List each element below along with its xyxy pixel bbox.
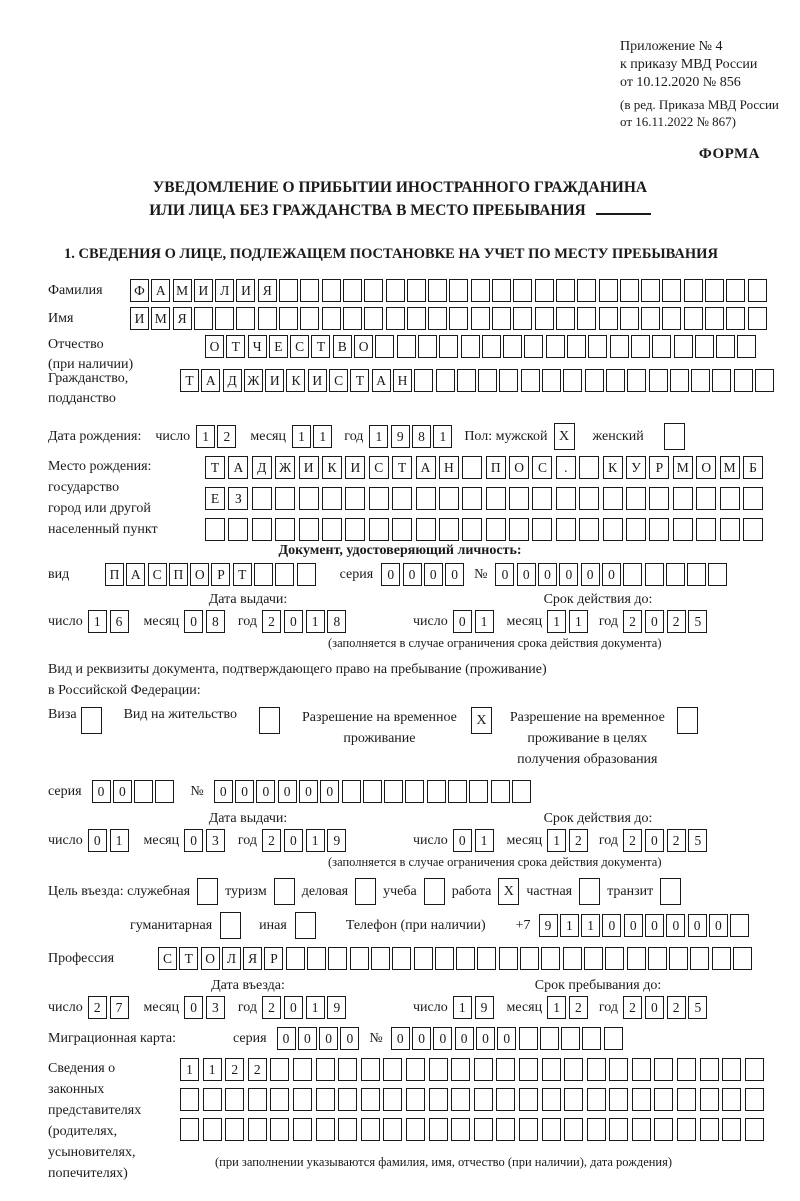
residence-permit-label: Вид на жительство bbox=[123, 707, 237, 722]
entry-year-boxes[interactable]: 2 0 1 9 bbox=[262, 996, 346, 1019]
rvp-edu-label: Разрешение на временное проживание в целях получения образования bbox=[509, 710, 665, 767]
doc-issue-month-label: месяц bbox=[143, 613, 180, 629]
stay-until-year-label: год bbox=[598, 999, 619, 1015]
rvp-checkbox[interactable]: X bbox=[471, 707, 492, 734]
purpose-other-checkbox[interactable] bbox=[295, 912, 316, 939]
stay-dates-block bbox=[48, 811, 800, 870]
profession-row bbox=[48, 947, 800, 970]
doc-series-boxes[interactable]: 0 0 0 0 bbox=[381, 563, 464, 586]
stay-valid-day-boxes[interactable]: 0 1 bbox=[453, 829, 494, 852]
doc-kind-label: вид bbox=[48, 566, 70, 582]
migration-card-row bbox=[48, 1027, 800, 1050]
patronymic-boxes[interactable]: О Т Ч Е С Т В О bbox=[205, 335, 756, 358]
doc-issue-label: Дата выдачи: bbox=[208, 592, 288, 607]
humanitarian-label: гуманитарная bbox=[130, 917, 213, 933]
visa-checkbox[interactable] bbox=[81, 707, 102, 734]
doc-issue-year-boxes[interactable]: 2 0 1 8 bbox=[262, 610, 346, 633]
form-title-line1: УВЕДОМЛЕНИЕ О ПРИБЫТИИ ИНОСТРАННОГО ГРАЖДАНИНА bbox=[152, 179, 648, 196]
birthplace-boxes-2[interactable]: Е З bbox=[205, 487, 763, 510]
doc-valid-label: Срок действия до: bbox=[543, 592, 653, 607]
title-blank-line bbox=[596, 199, 651, 215]
rvp-edu-checkbox[interactable] bbox=[677, 707, 698, 734]
revision-line-1: (в ред. Приказа МВД России bbox=[620, 97, 779, 112]
birthplace-boxes-1[interactable]: Т А Д Ж И К И С Т А Н П О С . К У Р М О М Б bbox=[205, 456, 763, 479]
doc-issue-month-boxes[interactable]: 0 8 bbox=[184, 610, 225, 633]
phone-prefix: +7 bbox=[515, 917, 531, 933]
citizenship-row bbox=[48, 369, 800, 409]
other-label: иная bbox=[259, 917, 287, 933]
stay-until-label: Срок пребывания до: bbox=[534, 978, 662, 993]
stay-until-group bbox=[413, 978, 743, 1019]
arrival-notification-form bbox=[0, 38, 800, 1201]
stay-issue-month-boxes[interactable]: 0 3 bbox=[184, 829, 225, 852]
doc-number-boxes[interactable]: 0 0 0 0 0 0 bbox=[495, 563, 727, 586]
doc-issue-day-label: число bbox=[48, 613, 83, 629]
entry-year-label: год bbox=[237, 999, 258, 1015]
birth-year-boxes[interactable]: 1 9 8 1 bbox=[369, 425, 452, 448]
stay-until-day-label: число bbox=[413, 999, 448, 1015]
stay-valid-month-boxes[interactable]: 1 2 bbox=[547, 829, 588, 852]
appendix-line-1: Приложение № 4 bbox=[620, 39, 723, 54]
stay-valid-day-label: число bbox=[413, 832, 448, 848]
stay-doc-type-row bbox=[48, 707, 800, 770]
form-title-line2: ИЛИ ЛИЦА БЕЗ ГРАЖДАНСТВА В МЕСТО ПРЕБЫВАНИЯ bbox=[149, 202, 586, 219]
stay-doc-line1: Вид и реквизиты документа, подтверждающего право на пребывание (проживание) bbox=[48, 662, 547, 677]
visa-label: Виза bbox=[48, 707, 77, 722]
stay-valid-year-label: год bbox=[598, 832, 619, 848]
birth-month-boxes[interactable]: 1 1 bbox=[292, 425, 332, 448]
stay-issue-day-boxes[interactable]: 0 1 bbox=[88, 829, 129, 852]
stay-number-boxes[interactable]: 0 0 0 0 0 0 bbox=[214, 780, 531, 803]
birthplace-boxes-3[interactable] bbox=[205, 518, 763, 541]
gender-female-checkbox[interactable] bbox=[664, 423, 685, 450]
name-label: Имя bbox=[48, 310, 74, 326]
entry-month-boxes[interactable]: 0 3 bbox=[184, 996, 225, 1019]
doc-dates-block bbox=[48, 592, 800, 651]
patronymic-label: Отчество (при наличии) bbox=[48, 337, 134, 372]
entry-day-boxes[interactable]: 2 7 bbox=[88, 996, 129, 1019]
residence-permit-checkbox[interactable] bbox=[259, 707, 280, 734]
purpose-work-checkbox[interactable]: X bbox=[498, 878, 519, 905]
revision-line-2: от 16.11.2022 № 867) bbox=[620, 114, 737, 129]
doc-validity-note: (заполняется в случае ограничения срока действия документа) bbox=[328, 636, 662, 650]
business-label: деловая bbox=[301, 883, 349, 899]
profession-boxes[interactable]: С Т О Л Я Р bbox=[158, 947, 752, 970]
phone-label: Телефон (при наличии) bbox=[345, 917, 486, 933]
stay-number-label: № bbox=[190, 783, 204, 799]
stay-until-year-boxes[interactable]: 2 0 2 5 bbox=[623, 996, 707, 1019]
stay-valid-year-boxes[interactable]: 2 0 2 5 bbox=[623, 829, 707, 852]
migration-card-label: Миграционная карта: bbox=[48, 1030, 177, 1046]
work-label: работа bbox=[451, 883, 492, 899]
doc-kind-boxes[interactable]: П А С П О Р Т bbox=[105, 563, 316, 586]
purpose-business-checkbox[interactable] bbox=[355, 878, 376, 905]
birthplace-boxes-group bbox=[205, 456, 763, 541]
citizenship-label: Гражданство, подданство bbox=[48, 371, 129, 406]
form-label: ФОРМА bbox=[698, 146, 760, 162]
doc-valid-year-boxes[interactable]: 2 0 2 5 bbox=[623, 610, 707, 633]
stay-series-label: серия bbox=[48, 783, 82, 799]
name-row bbox=[48, 307, 800, 330]
stay-series-boxes[interactable]: 0 0 bbox=[92, 780, 175, 803]
stay-until-month-boxes[interactable]: 1 2 bbox=[547, 996, 588, 1019]
representatives-boxes-3[interactable] bbox=[180, 1118, 764, 1141]
stay-issue-month-label: месяц bbox=[143, 832, 180, 848]
purpose-transit-checkbox[interactable] bbox=[660, 878, 681, 905]
stay-valid-label: Срок действия до: bbox=[543, 811, 653, 826]
stay-valid-month-label: месяц bbox=[506, 832, 543, 848]
stay-issue-year-label: год bbox=[237, 832, 258, 848]
stay-doc-series-row bbox=[48, 780, 800, 803]
mig-series-boxes[interactable]: 0 0 0 0 bbox=[277, 1027, 360, 1050]
representatives-note: (при заполнении указываются фамилия, имя, отчество (при наличии), дата рождения) bbox=[215, 1155, 673, 1169]
purpose-official-checkbox[interactable] bbox=[197, 878, 218, 905]
doc-issue-day-boxes[interactable]: 1 6 bbox=[88, 610, 129, 633]
doc-valid-month-label: месяц bbox=[506, 613, 543, 629]
doc-valid-day-boxes[interactable]: 0 1 bbox=[453, 610, 494, 633]
stay-validity-note: (заполняется в случае ограничения срока действия документа) bbox=[328, 855, 662, 869]
birth-month-label: месяц bbox=[250, 428, 286, 444]
mig-number-label: № bbox=[369, 1030, 383, 1046]
stay-issue-day-label: число bbox=[48, 832, 83, 848]
profession-label: Профессия bbox=[48, 950, 115, 966]
birth-day-boxes[interactable]: 1 2 bbox=[196, 425, 236, 448]
appendix-line-3: от 10.12.2020 № 856 bbox=[620, 75, 741, 90]
birthplace-label: Место рождения: государство город или другой населенный пункт bbox=[48, 459, 158, 537]
transit-label: транзит bbox=[607, 883, 654, 899]
birthplace-row bbox=[48, 456, 800, 541]
entry-dates-block bbox=[48, 978, 800, 1019]
stay-valid-group bbox=[328, 811, 743, 870]
purpose-study-checkbox[interactable] bbox=[424, 878, 445, 905]
tourism-label: туризм bbox=[225, 883, 267, 899]
surname-label: Фамилия bbox=[48, 282, 103, 298]
gender-male-checkbox[interactable]: X bbox=[554, 423, 575, 450]
purpose-tourism-checkbox[interactable] bbox=[274, 878, 295, 905]
purpose-private-checkbox[interactable] bbox=[579, 878, 600, 905]
doc-issue-year-label: год bbox=[237, 613, 258, 629]
mig-series-label: серия bbox=[233, 1030, 267, 1046]
stay-issue-label: Дата выдачи: bbox=[208, 811, 288, 826]
stay-until-month-label: месяц bbox=[506, 999, 543, 1015]
entry-day-label: число bbox=[48, 999, 83, 1015]
gender-male-label: Пол: мужской bbox=[464, 428, 548, 444]
section1-heading: 1. СВЕДЕНИЯ О ЛИЦЕ, ПОДЛЕЖАЩЕМ ПОСТАНОВКЕ НА УЧЕТ ПО МЕСТУ ПРЕБЫВАНИЯ bbox=[64, 246, 718, 262]
purpose-humanitarian-checkbox[interactable] bbox=[220, 912, 241, 939]
entry-date-label: Дата въезда: bbox=[211, 978, 285, 993]
entry-date-group bbox=[48, 978, 413, 1019]
surname-row bbox=[48, 279, 800, 302]
representatives-label: Сведения о законных представителях (родителях, усыновителях, попечителях) bbox=[48, 1061, 142, 1181]
appendix-line-2: к приказу МВД России bbox=[620, 57, 758, 72]
representatives-boxes-1[interactable]: 1 1 2 2 bbox=[180, 1058, 764, 1081]
phone-boxes[interactable]: 9 1 1 0 0 0 0 0 0 bbox=[539, 914, 750, 937]
representatives-boxes-group bbox=[180, 1058, 764, 1170]
private-label: частная bbox=[526, 883, 573, 899]
doc-number-label: № bbox=[474, 566, 488, 582]
purpose-label: Цель въезда: служебная bbox=[48, 883, 191, 899]
doc-series-label: серия bbox=[339, 566, 374, 582]
identity-doc-heading: Документ, удостоверяющий личность: bbox=[278, 543, 522, 558]
birth-date-label: Дата рождения: bbox=[48, 428, 142, 444]
doc-valid-month-boxes[interactable]: 1 1 bbox=[547, 610, 588, 633]
stay-doc-line2: в Российской Федерации: bbox=[48, 683, 201, 698]
form-title bbox=[0, 177, 800, 222]
doc-valid-group bbox=[328, 592, 743, 651]
gender-female-label: женский bbox=[592, 428, 644, 444]
purpose-row-2 bbox=[130, 912, 800, 939]
identity-doc-row bbox=[48, 563, 800, 586]
stay-until-day-boxes[interactable]: 1 9 bbox=[453, 996, 494, 1019]
study-label: учеба bbox=[383, 883, 417, 899]
mig-number-boxes[interactable]: 0 0 0 0 0 0 bbox=[391, 1027, 623, 1050]
surname-boxes[interactable]: Ф А М И Л И Я bbox=[130, 279, 767, 302]
entry-purpose-row bbox=[48, 878, 800, 905]
entry-month-label: месяц bbox=[143, 999, 180, 1015]
name-boxes[interactable]: И М Я bbox=[130, 307, 767, 330]
doc-valid-year-label: год bbox=[598, 613, 619, 629]
appendix-header bbox=[620, 38, 800, 130]
stay-issue-year-boxes[interactable]: 2 0 1 9 bbox=[262, 829, 346, 852]
birth-date-row bbox=[48, 423, 800, 450]
stay-doc-intro bbox=[48, 659, 800, 701]
citizenship-boxes[interactable]: Т А Д Ж И К И С Т А Н bbox=[180, 369, 774, 392]
birth-year-label: год bbox=[344, 428, 364, 444]
rvp-label: Разрешение на временное проживание bbox=[301, 710, 457, 746]
representatives-boxes-2[interactable] bbox=[180, 1088, 764, 1111]
birth-day-label: число bbox=[155, 428, 191, 444]
representatives-block bbox=[48, 1058, 800, 1184]
doc-valid-day-label: число bbox=[413, 613, 448, 629]
